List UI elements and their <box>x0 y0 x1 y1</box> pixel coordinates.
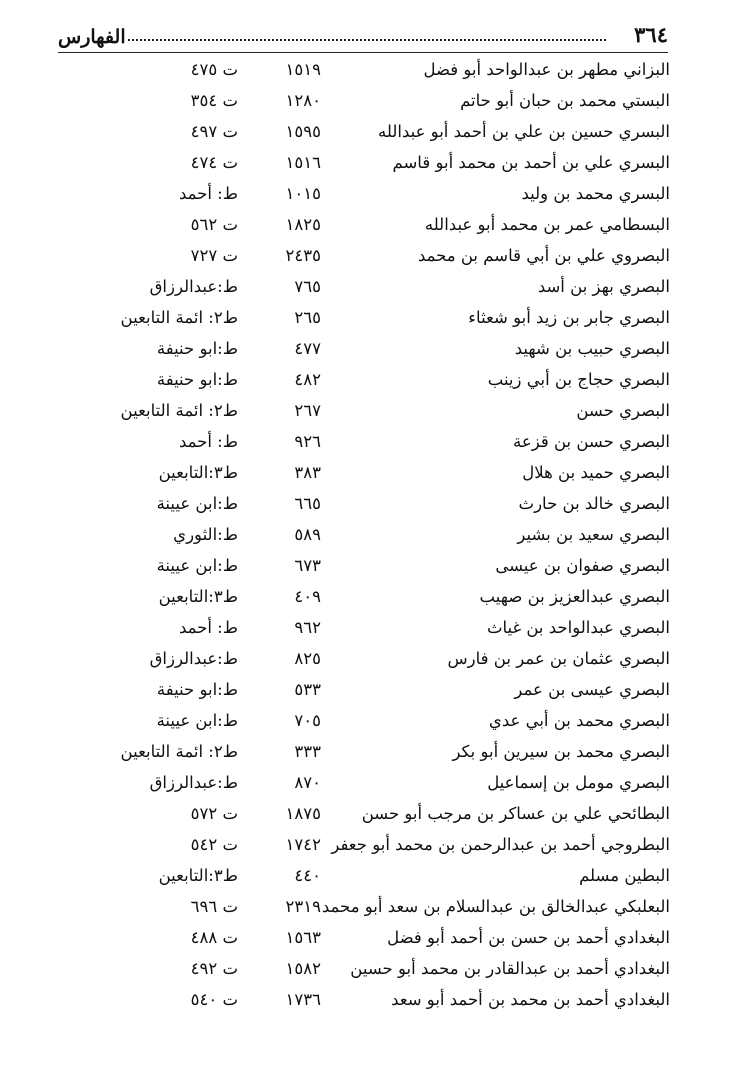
entry-reference: ط٢: ائمة التابعين <box>120 742 238 761</box>
entry-name: البطين مسلم <box>579 866 670 885</box>
index-list <box>0 54 746 1015</box>
entry-name: البسري حسين بن علي بن أحمد أبو عبدالله <box>378 122 670 141</box>
index-entry <box>0 209 746 240</box>
entry-name: البصري عبدالواحد بن غياث <box>486 618 670 637</box>
entry-reference: ط:ابو حنيفة <box>156 680 238 699</box>
entry-name: البغدادي أحمد بن حسن بن أحمد أبو فضل <box>387 928 670 947</box>
entry-reference: ط:الثوري <box>173 525 238 544</box>
entry-reference: ط٢: ائمة التابعين <box>120 308 238 327</box>
index-entry <box>0 953 746 984</box>
entry-name: البصري خالد بن حارث <box>518 494 670 513</box>
entry-name: البستي محمد بن حبان أبو حاتم <box>460 91 670 110</box>
index-entry <box>0 736 746 767</box>
entry-name: البصري حسن بن قزعة <box>513 432 670 451</box>
entry-number: ١٥٦٣ <box>285 928 321 947</box>
entry-number: ٢٣١٩ <box>285 897 321 916</box>
entry-reference: ط:ابو حنيفة <box>156 370 238 389</box>
entry-name: البسري محمد بن وليد <box>521 184 670 203</box>
index-entry <box>0 767 746 798</box>
index-entry <box>0 240 746 271</box>
entry-reference: ط٣:التابعين <box>158 866 238 885</box>
entry-name: البطروجي أحمد بن عبدالرحمن بن محمد أبو جعفر <box>331 835 670 854</box>
index-entry <box>0 488 746 519</box>
entry-reference: ت ٤٧٥ <box>190 60 238 79</box>
entry-name: البزاني مطهر بن عبدالواحد أبو فضل <box>423 60 670 79</box>
entry-name: البطائحي علي بن عساكر بن مرجب أبو حسن <box>361 804 670 823</box>
entry-reference: ط٣:التابعين <box>158 463 238 482</box>
index-entry <box>0 922 746 953</box>
index-entry <box>0 333 746 364</box>
entry-number: ٤٤٠ <box>294 866 321 885</box>
entry-reference: ت ٣٥٤ <box>190 91 238 110</box>
entry-number: ١٥١٦ <box>285 153 321 172</box>
index-entry <box>0 550 746 581</box>
entry-number: ٦٦٥ <box>294 494 321 513</box>
section-title: الفهارس <box>58 26 126 48</box>
entry-name: البصري محمد بن سيرين أبو بكر <box>452 742 670 761</box>
entry-number: ١٥١٩ <box>285 60 321 79</box>
entry-name: البغدادي أحمد بن محمد بن أحمد أبو سعد <box>391 990 670 1009</box>
entry-number: ٤٠٩ <box>294 587 321 606</box>
index-entry <box>0 364 746 395</box>
entry-reference: ط:ابن عيينة <box>156 711 238 730</box>
index-entry <box>0 147 746 178</box>
entry-reference: ت ٤٩٢ <box>190 959 238 978</box>
entry-reference: ط:عبدالرزاق <box>149 649 238 668</box>
entry-number: ١٢٨٠ <box>285 91 321 110</box>
page-number: ٣٦٤ <box>634 22 668 47</box>
entry-number: ١٨٧٥ <box>285 804 321 823</box>
entry-name: البصري حسن <box>576 401 670 420</box>
entry-number: ٨٧٠ <box>294 773 321 792</box>
entry-name: البصري صفوان بن عيسى <box>495 556 670 575</box>
entry-name: البسري علي بن أحمد بن محمد أبو قاسم <box>392 153 670 172</box>
entry-number: ٨٢٥ <box>294 649 321 668</box>
entry-name: البصري بهز بن أسد <box>537 277 670 296</box>
entry-number: ٥٨٩ <box>294 525 321 544</box>
entry-name: البصروي علي بن أبي قاسم بن محمد <box>417 246 670 265</box>
entry-reference: ت ٤٩٧ <box>190 122 238 141</box>
index-entry <box>0 674 746 705</box>
index-entry <box>0 395 746 426</box>
entry-name: البصري حميد بن هلال <box>522 463 670 482</box>
index-entry <box>0 860 746 891</box>
entry-name: البصري سعيد بن بشير <box>517 525 670 544</box>
entry-reference: ط: أحمد <box>178 618 238 637</box>
index-entry <box>0 581 746 612</box>
entry-name: البصري جابر بن زيد أبو شعثاء <box>468 308 670 327</box>
entry-number: ٧٠٥ <box>294 711 321 730</box>
entry-number: ٢٦٥ <box>294 308 321 327</box>
entry-number: ٦٧٣ <box>294 556 321 575</box>
entry-reference: ط:ابن عيينة <box>156 494 238 513</box>
index-entry <box>0 457 746 488</box>
entry-reference: ط:عبدالرزاق <box>149 773 238 792</box>
index-entry <box>0 302 746 333</box>
entry-reference: ط:ابو حنيفة <box>156 339 238 358</box>
entry-number: ١٧٤٢ <box>285 835 321 854</box>
entry-name: البغدادي أحمد بن عبدالقادر بن محمد أبو حسين <box>350 959 670 978</box>
entry-number: ٤٧٧ <box>294 339 321 358</box>
entry-reference: ط٣:التابعين <box>158 587 238 606</box>
entry-number: ١٥٨٢ <box>285 959 321 978</box>
entry-number: ٣٨٣ <box>294 463 321 482</box>
entry-name: البصري مومل بن إسماعيل <box>487 773 670 792</box>
entry-reference: ت ٥٧٢ <box>190 804 238 823</box>
index-entry <box>0 85 746 116</box>
entry-reference: ت ٦٩٦ <box>190 897 238 916</box>
entry-name: البصري عيسى بن عمر <box>514 680 670 699</box>
entry-number: ٢٤٣٥ <box>285 246 321 265</box>
index-entry <box>0 612 746 643</box>
index-entry <box>0 829 746 860</box>
entry-reference: ت ٧٢٧ <box>190 246 238 265</box>
entry-reference: ط٢: ائمة التابعين <box>120 401 238 420</box>
entry-name: البصري عثمان بن عمر بن فارس <box>447 649 670 668</box>
entry-number: ١٧٣٦ <box>285 990 321 1009</box>
entry-number: ٧٦٥ <box>294 277 321 296</box>
index-entry <box>0 798 746 829</box>
index-entry <box>0 984 746 1015</box>
entry-name: البصري حجاج بن أبي زينب <box>487 370 670 389</box>
entry-number: ٥٣٣ <box>294 680 321 699</box>
entry-reference: ت ٤٨٨ <box>190 928 238 947</box>
entry-number: ١٨٢٥ <box>285 215 321 234</box>
entry-number: ٢٦٧ <box>294 401 321 420</box>
entry-name: البصري حبيب بن شهيد <box>514 339 670 358</box>
entry-number: ٩٢٦ <box>294 432 321 451</box>
entry-reference: ت ٥٦٢ <box>190 215 238 234</box>
entry-name: البسطامي عمر بن محمد أبو عبدالله <box>424 215 670 234</box>
entry-reference: ط:ابن عيينة <box>156 556 238 575</box>
index-entry <box>0 426 746 457</box>
entry-reference: ت ٥٤٢ <box>190 835 238 854</box>
page-header <box>58 16 668 53</box>
entry-reference: ت ٤٧٤ <box>190 153 238 172</box>
index-entry <box>0 519 746 550</box>
entry-reference: ت ٥٤٠ <box>190 990 238 1009</box>
entry-reference: ط: أحمد <box>178 184 238 203</box>
index-entry <box>0 271 746 302</box>
entry-reference: ط:عبدالرزاق <box>149 277 238 296</box>
entry-number: ١٠١٥ <box>285 184 321 203</box>
entry-name: البصري عبدالعزيز بن صهيب <box>479 587 670 606</box>
index-entry <box>0 178 746 209</box>
index-entry <box>0 705 746 736</box>
index-entry <box>0 891 746 922</box>
index-entry <box>0 116 746 147</box>
entry-reference: ط: أحمد <box>178 432 238 451</box>
index-entry <box>0 643 746 674</box>
entry-name: البصري محمد بن أبي عدي <box>488 711 670 730</box>
entry-number: ٣٣٣ <box>294 742 321 761</box>
header-leader-dots <box>128 39 606 41</box>
entry-name: البعلبكي عبدالخالق بن عبدالسلام بن سعد أبو محمد <box>321 897 670 916</box>
index-entry <box>0 54 746 85</box>
entry-number: ٩٦٢ <box>294 618 321 637</box>
entry-number: ١٥٩٥ <box>285 122 321 141</box>
entry-number: ٤٨٢ <box>294 370 321 389</box>
